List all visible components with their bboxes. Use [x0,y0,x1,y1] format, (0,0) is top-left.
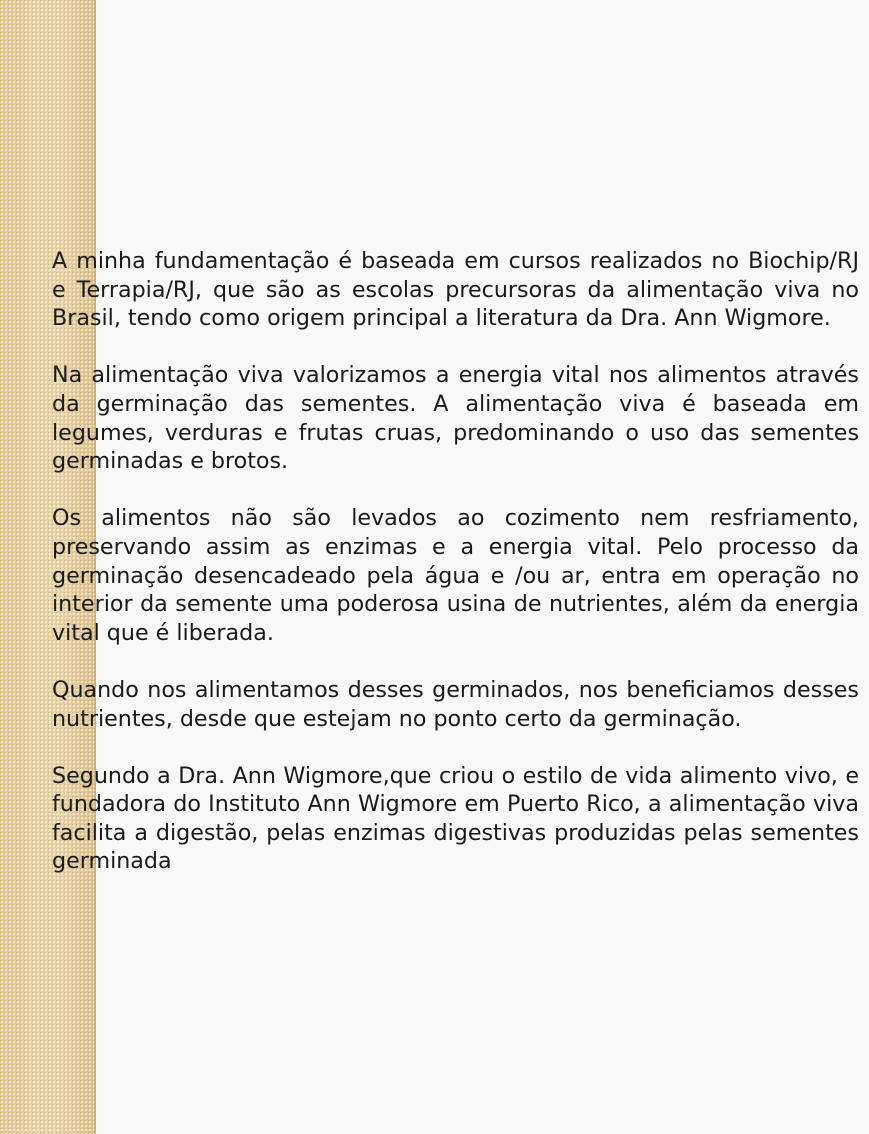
paragraph-1: A minha fundamentação é baseada em cursos realizados no Biochip/RJ e Terrapia/RJ, que são as escolas precursoras da alimentação viva no Brasil, tendo como origem principal a literatura da Dra. Ann Wigmore. [52,248,859,332]
paragraph-2: Na alimentação viva valorizamos a energia vital nos alimentos através da germinação das sementes. A alimentação viva é baseada em legumes, verduras e frutas cruas, predominando o uso das sementes germinadas e brotos. [52,362,859,475]
paragraph-5: Segundo a Dra. Ann Wigmore,que criou o estilo de vida alimento vivo, e fundadora do Instituto Ann Wigmore em Puerto Rico, a alimentação viva facilita a digestão, pelas enzimas digestivas produzidas pelas sementes germinada [52,762,859,875]
paragraph-4: Quando nos alimentamos desses germinados, nos beneficiamos desses nutrientes, desde que estejam no ponto certo da germinação. [52,676,859,732]
paragraph-3: Os alimentos não são levados ao cozimento nem resfriamento, preservando assim as enzimas e a energia vital. Pelo processo da germinação desencadeado pela água e /ou ar, entra em operação no interior da semente uma poderosa usina de nutrientes, além da energia vital que é liberada. [52,505,859,646]
body-text [52,247,859,876]
